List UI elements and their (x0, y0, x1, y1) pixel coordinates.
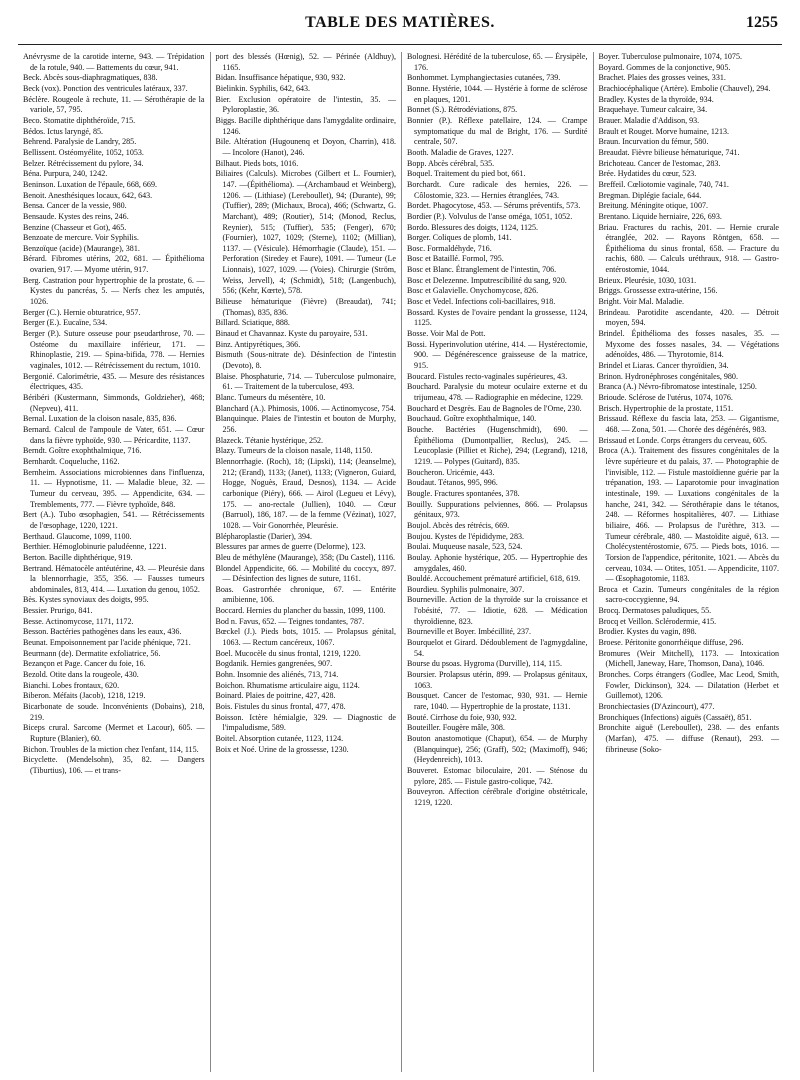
index-entry: Benzoate de mercure. Voir Syphilis. (23, 233, 139, 243)
index-entry: Bichon. Troubles de la miction chez l'enfant, 114, 115. (23, 744, 199, 754)
index-entry: Bousquet. Cancer de l'estomac, 930, 931. — Hernie rare, 1040. — Hypertrophie de la prostate, 1131. (407, 691, 588, 712)
index-entry: Bérard. Fibromes utérins, 202, 681. — Épithélioma ovarien, 917. — Myome utérin, 917. (23, 254, 205, 275)
index-entry: Bouchard et Desgrès. Eau de Bagnoles de l'Orne, 230. (407, 403, 582, 413)
index-entry: Blaise. Phosphaturie, 714. — Tuberculose pulmonaire, 61. — Traitement de la tuberculose, 493. (215, 371, 396, 392)
index-entry: Bile. Altération (Hugounenq et Doyon, Charrin), 418. — Incolore (Hanot), 246. (215, 137, 396, 157)
index-entry: Brocq et Veillon. Sclérodermie, 415. (598, 616, 717, 626)
index-entry: Boccard. Hernies du plancher du bassin, 1099, 1100. (215, 606, 386, 616)
index-entry: Bosc et Delezenne. Imputrescibilité du sang, 920. (407, 275, 567, 285)
index-entry: Brioude. Sclérose de l'utérus, 1074, 1076. (598, 393, 733, 402)
index-entry: Bronches. Corps étrangers (Godlee, Mac Leod, Smith, Fowler, Dickinson), 324. — Dilatation (Herbet et Guillemot), 1206. (598, 670, 779, 701)
index-entry: Bier. Exclusion opératoire de l'intestin, 35. — Pyloroplastie, 36. (215, 94, 396, 115)
index-entry: Bourdieu. Syphilis pulmonaire, 307. (407, 584, 525, 594)
index-entry: Bergonié. Calorimétrie, 435. — Mesure des résistances électriques, 435. (23, 371, 205, 392)
index-entry: Boinard. Plaies de poitrine, 427, 428. (215, 691, 336, 701)
index-entry: Bright. Voir Mal. Maladie. (598, 297, 685, 307)
index-entry: Bouté. Cirrhose du foie, 930, 932. (407, 712, 517, 722)
index-entry: Breffeil. Cœliotomie vaginale, 740, 741. (598, 179, 729, 189)
index-entry: Blazeck. Tétanie hystérique, 252. (215, 435, 324, 445)
index-entry: Bolognesi. Hérédité de la tuberculose, 65. — Érysipèle, 176. (407, 52, 588, 72)
index-entry: Bernhardt. Coqueluche, 1162. (23, 456, 120, 466)
index-entry: Bernard. Calcul de l'ampoule de Vater, 651. — Cœur dans la fièvre typhoïde, 930. — Péricardite, 1137. (23, 424, 205, 445)
index-entry: Biggs. Bacille diphthérique dans l'amygdalite ordinaire, 1246. (215, 115, 396, 136)
index-column-2 (210, 52, 402, 1072)
index-entry: Beck. Abcès sous-diaphragmatiques, 838. (23, 73, 158, 83)
index-entry: Boisson. Ictère hémialgie, 329. — Diagnostic de l'impaludisme, 589. (215, 712, 396, 733)
page-number: 1255 (746, 14, 778, 31)
index-entry: Bouteiller. Fougère mâle, 308. (407, 723, 505, 733)
index-entry: Brieux. Pleurésie, 1030, 1031. (598, 275, 697, 285)
index-entry: Brée. Hydatides du cœur, 523. (598, 169, 697, 179)
index-entry: Brentano. Liquide herniaire, 226, 693. (598, 211, 722, 221)
index-entry: Breaudat. Fièvre bilieuse hématurique, 741. (598, 147, 740, 157)
index-entry: Borchardt. Cure radicale des hernies, 226. — Côlostomie, 323. — Hernies étranglées, 743. (407, 179, 588, 200)
index-entry: Berton. Bacille diphthérique, 919. (23, 552, 133, 562)
index-entry: Beninson. Luxation de l'épaule, 668, 669. (23, 179, 157, 189)
index-entry: Biberon. Méfaits (Jacob), 1218, 1219. (23, 691, 146, 701)
index-entry: Branca (A.) Névro-fibromatose intestinale, 1250. (598, 382, 757, 392)
index-entry: Binz. Antipyrétiques, 366. (215, 339, 301, 349)
index-entry: Bronchite aiguë (Lereboullet), 238. — des enfants (Marfan), 475. — diffuse (Renaut), 293. — fibrineuse (Soko- (598, 723, 779, 754)
index-entry: Blennorrhagie. (Roch), 18; (Lipski), 114; (Jeanselme), 212; (Erand), 1133; (Janet), 1133; (Vigneron, Guiard, Hogge, Noguès, Eraud, Desnos), 1134. — Acide carbonique (Piéry), 666. — Airol (Legueu et Lévy), 175. — ano-rectale (Jullien), 1040. — Cœur (Barruol), 186, 187. — de la femme (Vézinat), 1027, 1028. — Voir Gonorrhée, Pleurésie. (215, 456, 396, 530)
index-entry: Bordo. Blessures des doigts, 1124, 1125. (407, 222, 539, 232)
index-entry: Brindel et Liaras. Cancer thyroïdien, 34. (598, 361, 729, 371)
index-entry: Behrend. Paralysie de Landry, 285. (23, 137, 137, 147)
index-entry: Boel. Mucocèle du sinus frontal, 1219, 1220. (215, 648, 361, 658)
index-entry: Blanc. Tumeurs du mésentère, 10. (215, 393, 326, 402)
index-column-4 (593, 52, 785, 1072)
index-entry: Berger (E.). Eucaïne, 534. (23, 318, 108, 328)
index-entry: Billard. Sciatique, 888. (215, 318, 290, 328)
index-entry: Bertrand. Hématocèle antéutérine, 43. — Pleurésie dans la blennorrhagie, 355, 356. — Fausses tumeurs abdominales, 813, 414. — Luxation du genou, 1052. (23, 563, 205, 594)
index-entry: Bielinkin. Syphilis, 642, 643. (215, 83, 311, 93)
index-entry: Braquehaye. Tumeur calcaire, 34. (598, 105, 708, 115)
index-entry: Besson. Bactéries pathogènes dans les eaux, 436. (23, 627, 182, 637)
index-entry: Broca (A.). Traitement des fissures congénitales de la lèvre supérieure et du palais, 37. — Photographie de l'invisible, 112. — Fistule mastoïdienne guérie par la trépanation, 193. — Laparotomie pour invagination intestinale, 199. — Luxations congénitales de la hanche, 241, 342. — Sérothérapie dans le tétanos, 248. — Réformes hospitalières, 407. — Lithiase biliaire, 466. — Prolapsus de l'urèthre, 313. — Tumeur cérébrale, 480. — Mastoïdite aiguë, 613. — Cholécystentérostomie, 675. — Pieds bots, 1016. — Torsion de l'appendice, péritonite, 1021. — Abcès du cerveau, 1034. — Otites, 1051. — Appendicite, 1107. — Œsophagotomie, 1183. (598, 446, 779, 584)
index-entry: Boquel. Traitement du pied bot, 661. (407, 169, 526, 179)
index-entry: Berger (C.). Hernie obturatrice, 957. (23, 307, 141, 317)
index-entry: Bregman. Diplégie faciale, 644. (598, 190, 702, 200)
index-entry: Breitung. Méningite otique, 1007. (598, 201, 709, 211)
index-entry: Bosc et Vedel. Infections coli-bacillaires, 918. (407, 297, 556, 307)
index-entry: Brachet. Plaies des grosses veines, 331. (598, 73, 726, 83)
page-title: TABLE DES MATIÈRES. (305, 14, 495, 31)
index-column-3 (401, 52, 593, 1072)
index-entry: Blessures par armes de guerre (Delorme), 123. (215, 542, 366, 552)
index-entry: Bernheim. Associations microbiennes dans l'influenza, 11. — Hypnotisme, 11. — Maladie bleue, 32. — Tumeur du cerveau, 395. — Appendicite, 634. — Tremblements, 777. — Fièvre typhoïde, 848. (23, 467, 205, 509)
index-entry: Bod n. Favus, 652. — Teignes tondantes, 787. (215, 616, 365, 626)
index-entry: Brachiocéphalique (Artère). Embolie (Chauvel), 294. (598, 83, 771, 93)
index-entry: Bradley. Kystes de la thyroïde, 934. (598, 94, 714, 104)
index-entry: Boucheron. Uricémie, 443. (407, 467, 495, 477)
index-entry: Bonhommet. Lymphangiectasies cutanées, 739. (407, 73, 561, 83)
index-entry: Biliaires (Calculs). Microbes (Gilbert et L. Fournier), 147. —(Épithélioma). —(Archambaud et Weinberg), 1206. — (Lithiase) (Lereboullet), 94; (Durante), 99; (Tuffier), 289; (Michaux, Broca), 466; (Schwartz, G. Marchant), 489; (Routier), 514; (Monod, Reclus, Reynier), 515; (Tuffier), 535; (Fenger), 670; (Fournier), 1027, 1029; (Sterne), 1102; (Millian), 1137. — (Vésicule). Hémorrhagie (Claude), 151. — Perforation (Siredey et Faure), 1091. — Tumeur (Le Lionnais), 1027, 1029. — (Voies). Chirurgie (Ström, Weiss, Jervell), 4; (Schmidt), 518; (Langenbuch), 556; (Kehr, Kœrte), 578. (215, 169, 396, 296)
index-entry: Bensaude. Kystes des reins, 246. (23, 211, 129, 221)
index-entry: Bourquelot et Girard. Dédoublement de l'agmygdaline, 54. (407, 638, 588, 658)
index-entry: Boitel. Absorption cutanée, 1123, 1124. (215, 734, 344, 743)
index-entry: Benzoïque (acide) (Maurange), 381. (23, 243, 140, 253)
index-entry: Bosc et Galavielle. Onychomycose, 826. (407, 286, 539, 296)
index-entry: Briau. Fractures du rachis, 201. — Hernie crurale étranglée, 202. — Rayons Röntgen, 658. — Épithélioma du sinus frontal, 658. — Fracture du rachis, 680. — Calculs uréthraux, 918. — Gastro-entérostomie, 1044. (598, 222, 779, 275)
index-entry: Brodier. Kystes du vagin, 898. (598, 627, 697, 637)
index-entry: Berthaud. Glaucome, 1099, 1100. (23, 531, 132, 541)
index-entry: Borger. Coliques de plomb, 141. (407, 233, 512, 243)
index-entry: Bouchard. Paralysie du moteur oculaire externe et du trijumeau, 478. — Radiographie en médecine, 1229. (407, 382, 588, 402)
header-rule (18, 44, 782, 45)
index-entry: Bouveyron. Affection cérébrale d'origine obstétricale, 1219, 1220. (407, 787, 588, 807)
index-entry: Bordet. Phagocytose, 453. — Sérums préventifs, 573. (407, 201, 581, 211)
index-entry: Bouldé. Accouchement prématuré artificiel, 618, 619. (407, 574, 581, 584)
index-entry: Brauer. Maladie d'Addison, 93. (598, 115, 700, 125)
index-entry: Bismuth (Sous-nitrate de). Désinfection de l'intestin (Devoto), 8. (215, 350, 396, 371)
index-entry: Boulai. Muqueuse nasale, 523, 524. (407, 542, 523, 552)
index-entry: Boulay. Aphonie hystérique, 205. — Hypertrophie des amygdales, 460. (407, 552, 588, 573)
index-entry: Blondel Appendicite, 66. — Mobilité du coccyx, 897. — Désinfection des lignes de suture, 1161. (215, 563, 396, 584)
index-entry: Béna. Purpura, 240, 1242. (23, 169, 108, 179)
index-entry: Bouilly. Suppurations pelviennes, 866. — Prolapsus génitaux, 973. (407, 499, 588, 520)
index-entry: Bouveret. Estomac biloculaire, 201. — Sténose du pylore, 285. — Fistule gastro-colique, 742. (407, 765, 588, 786)
index-entry: Bois. Fistules du sinus frontal, 477, 478. (215, 702, 346, 712)
index-entry: Bourneville et Boyer. Imbécillité, 237. (407, 627, 532, 637)
index-entry: Boujou. Kystes de l'épididyme, 283. (407, 531, 525, 541)
index-entry: Boursier. Prolapsus utérin, 899. — Prolapsus génitaux, 1063. (407, 670, 588, 690)
index-entry: Bosc et Bataillé. Formol, 795. (407, 254, 504, 264)
index-entry: Bronchiques (Infections) aiguës (Cassaët), 851. (598, 712, 752, 722)
index-entry: Bezançon et Page. Cancer du foie, 16. (23, 659, 146, 669)
index-entry: Bourse du psoas. Hygroma (Durville), 114, 115. (407, 659, 562, 669)
index-columns (18, 52, 784, 1072)
index-entry: Brinon. Hydronéphroses congénitales, 980. (598, 371, 738, 381)
index-entry: Benoit. Anesthésiques locaux, 642, 643. (23, 190, 153, 200)
index-entry: Bonnet (S.). Rétrodéviations, 875. (407, 105, 518, 115)
index-entry: Biceps crural. Sarcome (Mermet et Lacour), 605. — Rupture (Blanier), 60. (23, 723, 205, 743)
index-entry: Beck (vox). Ponction des ventricules latéraux, 337. (23, 83, 188, 93)
index-entry: Bogdanik. Hernies gangrenées, 907. (215, 659, 333, 669)
index-entry: Brindel. Épithélioma des fosses nasales, 35. — Myxome des fosses nasales, 34. — Végétations adénoïdes, 486. — Thyrotomie, 814. (598, 329, 779, 360)
index-entry: Bonne. Hystérie, 1044. — Hystérie à forme de sclérose en plaques, 1201. (407, 83, 588, 104)
index-entry: Bleu de méthylène (Maurange), 358; (Du Castel), 1116. (215, 552, 396, 562)
index-entry: Anévrysme de la carotide interne, 943. — Trépidation de la rotule, 940. — Battements du cœur, 941. (23, 52, 205, 72)
index-entry: Bossard. Kystes de l'ovaire pendant la grossesse, 1124, 1125. (407, 307, 588, 328)
index-entry: Bidan. Insuffisance hépatique, 930, 932. (215, 73, 346, 83)
index-entry: Bert (A.). Tubo œsophagien, 541. — Rétrécissements de l'œsophage, 1220, 1221. (23, 510, 205, 530)
index-entry: Bonnier (P.). Réflexe patellaire, 124. — Crampe symptomatique du mal de Bright, 176. — Surdité centrale, 507. (407, 115, 588, 147)
index-entry: port des blessés (Hœnig), 52. — Périnée (Aldhuy), 1165. (215, 52, 396, 72)
index-entry: Berndt. Goître exophthalmique, 716. (23, 446, 142, 456)
index-column-1 (18, 52, 210, 1072)
index-entry: Braun. Incurvation du fémur, 580. (598, 137, 709, 147)
index-entry: Bourneville. Action de la thyroïde sur la croissance et l'obésité, 77. — Idiotie, 628. — Médication thyroïdienne, 823. (407, 595, 588, 626)
index-entry: Broese. Péritonite gonorrhéique diffuse, 296. (598, 638, 744, 648)
index-entry: Brichoteau. Cancer de l'estomac, 283. (598, 158, 721, 168)
index-entry: Bensa. Cancer de la vessie, 980. (23, 201, 127, 211)
index-entry: Boix et Noé. Urine de la grossesse, 1230. (215, 744, 349, 754)
index-entry: Bohn. Insomnie des aliénés, 713, 714. (215, 670, 339, 680)
index-entry: Blépharoplastie (Darier), 394. (215, 531, 313, 541)
index-entry: Bossi. Hyperinvolution utérine, 414. — Hystérectomie, 900. — Dégénérescence graisseuse de la matrice, 915. (407, 339, 588, 371)
index-entry: Bouche. Bactéries (Hugenschmidt), 690. — Épithélioma (Dumontpallier, Reclus), 245. — Leucoplasie (Pilliet et Riche), 294; (Legrand), 1218, 1219. — Polypes (Guitard), 835. (407, 424, 588, 466)
index-entry: Brault et Rouget. Morve humaine, 1213. (598, 126, 730, 136)
index-entry: Béclère. Rougeole à rechute, 11. — Sérothérapie de la variole, 57, 795. (23, 94, 205, 115)
index-entry: Besse. Actinomycose, 1171, 1172. (23, 616, 134, 626)
index-entry: Bromures (Weir Mitchell), 1173. — Intoxication (Michell, Janeway, Hare, Thomson, Dana), 1046. (598, 648, 779, 669)
index-entry: Brisch. Hypertrophie de la prostate, 1151. (598, 403, 734, 413)
index-entry: Blanquinque. Plaies de l'intestin et bouton de Murphy, 256. (215, 414, 396, 434)
index-entry: Brocq. Dermatoses paludiques, 55. (598, 606, 712, 616)
index-entry: Blazy. Tumeurs de la cloison nasale, 1148, 1150. (215, 446, 373, 456)
index-entry: Boucard. Fistules recto-vaginales supérieures, 43. (407, 371, 568, 381)
index-entry: Brissaud. Réflexe du fascia lata, 253. — Gigantisme, 468. — Zona, 501. — Chorée des dégénérés, 983. (598, 414, 779, 434)
index-entry: Bédos. Ictus laryngé, 85. (23, 126, 104, 136)
index-entry: Beurmann (de). Dermatite exfoliatrice, 56. (23, 648, 161, 658)
index-entry: Bicarbonate de soude. Inconvénients (Dobains), 218, 219. (23, 702, 205, 722)
index-entry: Bianchi. Lobes frontaux, 620. (23, 680, 120, 690)
index-entry: Binaud et Chavannaz. Kyste du paroyaire, 531. (215, 329, 368, 339)
index-entry: Boujol. Abcès des rétrécis, 669. (407, 520, 510, 530)
index-entry: Béribéri (Kustermann, Simmonds, Goldzieher), 468; (Nepveu), 411. (23, 393, 205, 413)
index-entry: Bellissent. Ostéomyélite, 1052, 1053. (23, 147, 144, 157)
index-entry: Bernal. Luxation de la cloison nasale, 835, 836. (23, 414, 177, 424)
index-entry: Berg. Castration pour hypertrophie de la prostate, 6. — Kystes du pancréas, 5. — Nerfs chez les amputés, 1026. (23, 275, 205, 307)
index-entry: Bosc. Formaldéhyde, 716. (407, 243, 492, 253)
index-entry: Bopp. Abcès cérébral, 535. (407, 158, 495, 168)
index-entry: Boudaut. Tétanos, 995, 996. (407, 478, 498, 488)
index-entry: Beco. Stomatite diphthéroïde, 715. (23, 115, 136, 125)
index-entry: Briggs. Grossesse extra-utérine, 156. (598, 286, 718, 296)
index-entry: Bosc et Blanc. Étranglement de l'intestin, 706. (407, 265, 557, 275)
index-entry: Blanchard (A.). Phimosis, 1006. — Actinomycose, 754. (215, 403, 396, 413)
index-entry: Beunat. Empoisonnement par l'acide phénique, 721. (23, 638, 191, 648)
index-entry: Benzine (Chasseur et Got), 465. (23, 222, 127, 232)
index-entry: Bezold. Otite dans la rougeole, 430. (23, 670, 139, 680)
page-header (0, 0, 800, 58)
index-entry: Bilieuse hématurique (Fièvre) (Breaudat), 741; (Thomas), 835, 836. (215, 297, 396, 317)
index-entry: Bouchaud. Goître exophthalmique, 140. (407, 414, 537, 424)
index-entry: Bordier (P.). Volvulus de l'anse oméga, 1051, 1052. (407, 211, 573, 221)
index-entry: Bosse. Voir Mal de Pott. (407, 329, 486, 339)
index-entry: Berthier. Hémoglobinurie paludéenne, 1221. (23, 542, 167, 552)
index-entry: Brindeau. Parotidite ascendante, 420. — Détroit moyen, 594. (598, 307, 779, 328)
index-entry: Booth. Maladie de Graves, 1227. (407, 147, 514, 157)
index-entry: Boas. Gastrorrhée chronique, 67. — Entérite amibienne, 106. (215, 584, 396, 605)
index-entry: Bilhaut. Pieds bots, 1016. (215, 158, 299, 168)
index-entry: Bès. Kystes synoviaux des doigts, 995. (23, 595, 149, 605)
index-entry: Bessier. Prurigo, 841. (23, 606, 93, 616)
index-entry: Boyer. Tuberculose pulmonaire, 1074, 1075. (598, 52, 742, 61)
index-entry: Berger (P.). Suture osseuse pour pseudarthrose, 70. — Ostéome du maxillaire inférieur, 171. — Rhinoplastie, 219. — Spina-bifida, 778. — Hernies vaginales, 1012. — Rétrécissement du rectum, 1010. (23, 329, 205, 371)
index-entry: Bicyclette. (Mendelsohn), 35, 82. — Dangers (Tiburtius), 106. — et trans- (23, 755, 205, 775)
index-entry: Bronchiectasies (D'Azincourt), 477. (598, 702, 715, 712)
index-entry: Boichon. Rhumatisme articulaire aigu, 1124. (215, 680, 360, 690)
index-entry: Bœckel (J.). Pieds bots, 1015. — Prolapsus génital, 1063. — Rectum cancéreux, 1067. (215, 627, 396, 648)
index-entry: Broca et Cazin. Tumeurs congénitales de la région sacro-coccygienne, 94. (598, 584, 779, 605)
index-entry: Belzer. Rétrécissement du pylore, 34. (23, 158, 144, 168)
index-entry: Brissaud et Londe. Corps étrangers du cerveau, 605. (598, 435, 767, 445)
index-entry: Bouton anastomotique (Chaput), 654. — de Murphy (Blanquinque), 256; (Graff), 502; (Maximoff), 946; (Heydenreich), 1013. (407, 734, 588, 765)
index-entry: Boyard. Gommes de la conjonctive, 905. (598, 62, 731, 72)
index-entry: Bougle. Fractures spontanées, 378. (407, 488, 520, 498)
